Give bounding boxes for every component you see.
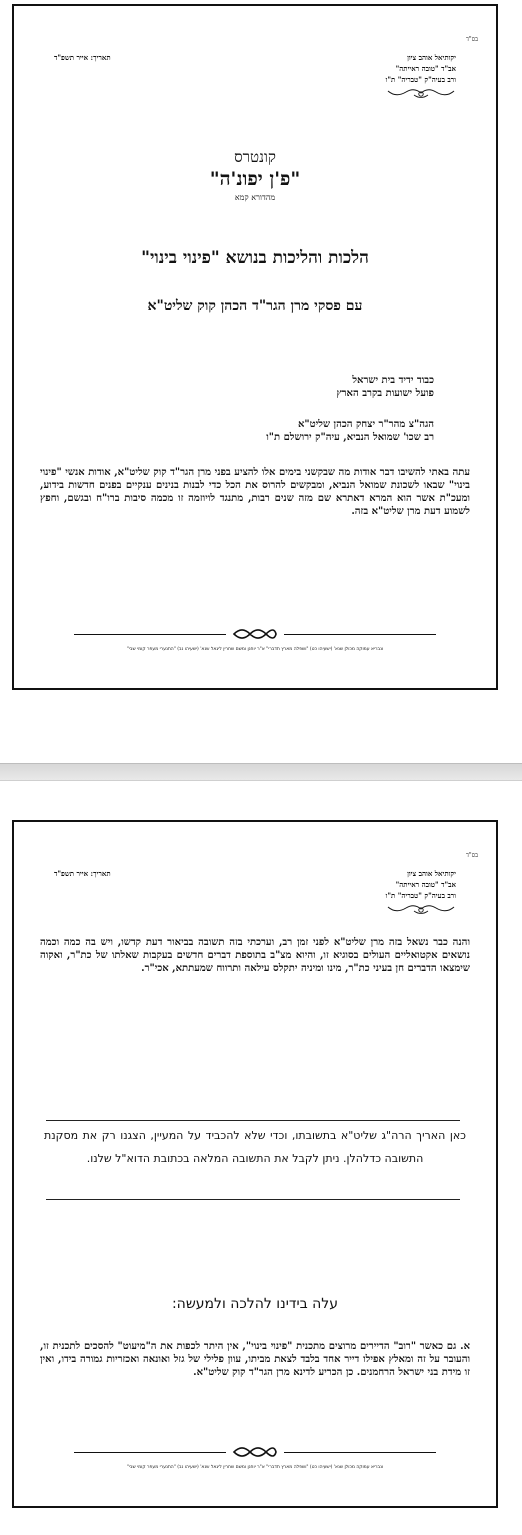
edition-label: מהדורא קמא (234, 193, 276, 202)
note-bottom-rule (46, 1199, 460, 1200)
page-separator (0, 763, 522, 781)
editor-note: כאן האריך הרה"ג שליט"א בתשובתו, וכדי שלא להכביד על המעיין, הצגנו רק את מסקנת התשובה כדלהלן. ניתן לקבל את התשובה המלאה בכתובת הדוא"ל שלנו. (44, 1129, 466, 1165)
knot-ornament-icon (226, 1443, 284, 1461)
date-label: תאריך: אייר תשפ"ד (54, 53, 111, 62)
letterhead-line: ורב בעיה"ק "טבריה" ת"ו (385, 891, 456, 900)
letterhead-right (386, 52, 456, 100)
footer-text: ונבריא עמוקה מכולן שנא' (ישעיהו כט) "ושפלה מארץ תדברי" א"ר יוחנן ומשם שחרין ליגאל שנא' (ישעיהו נב) "התנערי מעפר קומי שבי" (126, 647, 384, 652)
body-paragraph: עתה באתי להשיבו דבר אודות מה שבקשני בימים אלו להציע בפני מרן הגר"ד קוק שליט"א, אודות אנשי "פינוי בינוי" שבאו לשכונת שמואל הנביא, ומבקשים להרוס את הכל כדי לבנות בנינים ענקיים בפנים חדשות בידוע, ומעכ"ת אשר הוא המרא דאתרא שם מזה שנים רבות, מתנגד לויוזמה זו מכמה סיבות ברו"ח ובגשם, וחפץ לשמוע דעת מרן שליט"א בזה. (40, 467, 470, 517)
knot-ornament-icon (226, 625, 284, 643)
recipient-address (336, 374, 434, 400)
letterhead-line: יקותיאל אוהב ציון (407, 53, 456, 62)
letterhead-line: ורב בעיה"ק "טבריה" ת"ו (385, 75, 456, 84)
address-line: פועל ישועות בקרב הארץ (336, 388, 434, 399)
document-title: הלכות והליכות בנושא "פינוי בינוי" (141, 248, 369, 268)
rabbi-address (266, 418, 434, 444)
bsd-mark: בס"ד (466, 36, 478, 43)
note-top-rule (46, 1120, 460, 1121)
intro-paragraph: והנה כבר נשאל בזה מרן שליט"א לפני זמן רב, וערכתי בזה תשובה בביאור דעת קדשו, ויש בה כמה וכמה נושאים אקטואליים העולים בסוגיא זו, והיוא מצ"ב בתוספת דברים חדשים בעקבות שאלתו של כת"ר, ואקוה שימצאו הדברים חן בעיני כת"ר, מינו ומיניה יתקלס עילאה ותרווח שמעתתא, אכי"ר. (40, 937, 470, 974)
address-line: רב שכו' שמואל הנביא, עיה"ק ירושלם ת"ו (266, 432, 434, 443)
bsd-mark: בס"ד (466, 852, 478, 859)
flourish-ornament-icon (386, 902, 456, 916)
document-page-2 (12, 820, 498, 1508)
letterhead-line: יקותיאל אוהב ציון (407, 869, 456, 878)
section-title: עלה בידינו להלכה ולמעשה: (171, 1296, 339, 1312)
letterhead-line: אב"ד "טובה ראייתה" (395, 880, 456, 889)
kuntres-label: קונטרס (234, 148, 276, 166)
document-page-1 (12, 4, 498, 690)
conclusion-paragraph: א. גם כאשר "רוב" הדיירים מרוצים מתכנית "פינוי בינוי", אין היתר לכפות את ה"מיעוט" להסכים לתכנית זו, והעובר על זה ומאלץ אפילו דייר אחד בלבד לצאת מביתו, עוון פלילי של גזל ואונאה ואכזריות גמורה בידו, ואין זו מידת בני ישראל הרחמנים. כן הכריע לדינא מרן הגר"ד קוק שליט"א. (40, 1341, 470, 1378)
letterhead-right (386, 868, 456, 916)
footer-text: ונבריא עמוקה מכולן שנא' (ישעיהו כט) "ושפלה מארץ תדברי" א"ר יוחנן ומשם שחרין ליגאל שנא' (ישעיהו נב) "התנערי מעפר קומי שבי" (126, 1465, 384, 1470)
flourish-ornament-icon (386, 86, 456, 100)
address-line: הגה"צ מהר"ר יצחק הכהן שליט"א (297, 419, 434, 430)
booklet-name: "פ'ן יפונ'ה" (209, 168, 301, 190)
letterhead-line: אב"ד "טובה ראייתה" (395, 64, 456, 73)
date-label: תאריך: אייר תשפ"ד (54, 869, 111, 878)
address-line: כבוד ידיד בית ישראל (352, 375, 434, 386)
document-subtitle: עם פסקי מרן הגר"ד הכהן קוק שליט"א (147, 298, 363, 314)
